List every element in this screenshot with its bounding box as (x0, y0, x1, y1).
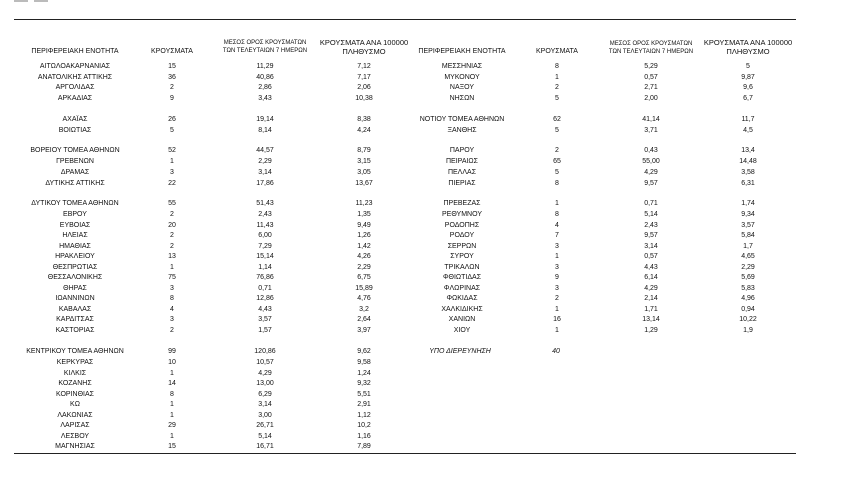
cases-cell: 3 (555, 263, 559, 271)
per-100k-cell: 5,84 (741, 232, 755, 239)
per-100k-cell: 2,64 (357, 316, 371, 323)
region-name-cell: ΕΥΒΟΙΑΣ (59, 221, 91, 229)
table-row (0, 73, 843, 84)
per-100k-cell: 13,4 (741, 147, 755, 154)
cases-cell: 1 (170, 158, 174, 165)
region-name-cell: ΦΛΩΡΙΝΑΣ (443, 284, 481, 292)
per-100k-cell: 11,23 (355, 200, 373, 207)
region-name-cell: ΚΟΡΙΝΘΙΑΣ (56, 390, 94, 398)
avg-7day-cell: 7,29 (258, 242, 272, 250)
per-100k-cell: 9,34 (741, 211, 755, 218)
region-name-cell: ΗΜΑΘΙΑΣ (59, 242, 91, 250)
per-100k-cell: 2,29 (357, 263, 371, 271)
per-100k-cell: 4,26 (357, 253, 371, 260)
cases-cell: 9 (170, 95, 174, 102)
region-name-cell: ΧΑΛΚΙΔΙΚΗΣ (441, 305, 483, 313)
per-100k-cell: 2,06 (357, 84, 371, 91)
region-name-cell: ΒΟΙΩΤΙΑΣ (58, 127, 92, 134)
cases-cell: 1 (170, 401, 174, 408)
avg-7day-cell: 0,57 (644, 73, 658, 81)
avg-7day-cell: 6,29 (258, 390, 272, 398)
table-row (0, 263, 843, 274)
region-name-cell: ΠΕΛΛΑΣ (447, 168, 477, 176)
avg-7day-cell: 13,14 (642, 316, 660, 323)
cases-cell: 5 (170, 127, 174, 134)
avg-7day-cell: 6,14 (644, 274, 658, 281)
table-row (0, 179, 843, 190)
right-header-per100k-line2: ΠΛΗΘΥΣΜΟ (726, 46, 770, 56)
table-row (0, 83, 843, 94)
table-row (0, 294, 843, 305)
region-name-cell: ΙΩΑΝΝΙΝΩΝ (55, 295, 95, 302)
region-name-cell: ΚΕΝΤΡΙΚΟΥ ΤΟΜΕΑ ΑΘΗΝΩΝ (26, 348, 124, 355)
avg-7day-cell: 3,57 (258, 316, 272, 323)
table-row (0, 210, 843, 221)
per-100k-cell: 7,89 (357, 443, 371, 450)
table-row (0, 315, 843, 326)
avg-7day-cell: 2,43 (644, 221, 658, 229)
per-100k-cell: 3,57 (741, 221, 755, 229)
per-100k-cell: 4,24 (357, 127, 371, 134)
region-name-cell: ΑΝΑΤΟΛΙΚΗΣ ΑΤΤΙΚΗΣ (37, 73, 113, 81)
per-100k-cell: 5,83 (741, 284, 755, 292)
cases-cell: 1 (555, 253, 559, 260)
per-100k-cell: 5 (746, 63, 750, 70)
region-name-cell: ΚΑΣΤΟΡΙΑΣ (55, 326, 95, 334)
cases-cell: 99 (168, 348, 176, 355)
left-header-per100k-line2: ΠΛΗΘΥΣΜΟ (342, 46, 386, 56)
per-100k-cell: 5,51 (357, 390, 371, 398)
cases-cell: 3 (170, 316, 174, 323)
region-name-cell: ΚΕΡΚΥΡΑΣ (56, 359, 94, 366)
region-name-cell: ΘΕΣΠΡΩΤΙΑΣ (52, 263, 98, 271)
region-name-cell: ΣΕΡΡΩΝ (447, 242, 477, 250)
cases-cell: 5 (555, 95, 559, 102)
cases-cell: 2 (555, 84, 559, 91)
table-row (0, 369, 843, 380)
avg-7day-cell: 44,57 (256, 147, 274, 154)
bottom-rule (14, 453, 796, 454)
avg-7day-cell: 9,57 (644, 232, 658, 239)
per-100k-cell: 9,49 (357, 221, 371, 229)
cases-cell: 3 (555, 284, 559, 292)
cases-cell: 75 (168, 274, 176, 281)
table-row (0, 432, 843, 443)
region-name-cell: ΔΥΤΙΚΟΥ ΤΟΜΕΑ ΑΘΗΝΩΝ (31, 200, 119, 207)
per-100k-cell: 3,2 (359, 305, 369, 313)
left-header-cases: ΚΡΟΥΣΜΑΤΑ (151, 48, 193, 55)
region-name-cell: ΚΟΖΑΝΗΣ (58, 380, 92, 387)
avg-7day-cell: 1,29 (644, 326, 658, 334)
avg-7day-cell: 1,14 (258, 263, 272, 271)
region-name-cell: ΘΕΣΣΑΛΟΝΙΚΗΣ (47, 274, 103, 281)
avg-7day-cell: 0,71 (258, 284, 272, 292)
avg-7day-cell: 120,86 (254, 348, 276, 355)
avg-7day-cell: 4,29 (258, 369, 272, 377)
table-row (0, 168, 843, 179)
table-row (0, 400, 843, 411)
region-name-cell: ΛΑΚΩΝΙΑΣ (57, 411, 93, 419)
avg-7day-cell: 1,57 (258, 326, 272, 334)
table-row (0, 390, 843, 401)
avg-7day-cell: 40,86 (256, 73, 274, 81)
per-100k-cell: 7,17 (357, 73, 371, 81)
region-name-cell: ΔΥΤΙΚΗΣ ΑΤΤΙΚΗΣ (45, 179, 105, 187)
region-name-cell: ΕΒΡΟΥ (63, 211, 87, 218)
cases-cell: 52 (168, 147, 176, 154)
table-row (0, 221, 843, 232)
avg-7day-cell: 2,29 (258, 158, 272, 165)
cases-cell: 1 (170, 263, 174, 271)
region-name-cell: ΑΙΤΩΛΟΑΚΑΡΝΑΝΙΑΣ (39, 63, 111, 70)
per-100k-cell: 8,79 (357, 147, 371, 154)
region-name-cell: ΠΡΕΒΕΖΑΣ (443, 200, 481, 207)
avg-7day-cell: 2,00 (644, 95, 658, 102)
per-100k-cell: 8,38 (357, 116, 371, 123)
region-name-cell: ΚΩ (70, 401, 80, 408)
region-name-cell: ΑΡΚΑΔΙΑΣ (57, 95, 93, 102)
region-name-cell: ΔΡΑΜΑΣ (60, 168, 90, 176)
cases-cell: 65 (553, 158, 561, 165)
region-name-cell: ΜΑΓΝΗΣΙΑΣ (55, 443, 95, 450)
cases-cell: 26 (168, 116, 176, 123)
cases-cell: 1 (555, 305, 559, 313)
table-row (0, 358, 843, 369)
region-name-cell: ΘΗΡΑΣ (63, 284, 87, 292)
per-100k-cell: 1,26 (357, 232, 371, 239)
cases-cell: 3 (170, 168, 174, 176)
region-name-cell: ΓΡΕΒΕΝΩΝ (56, 158, 94, 165)
avg-7day-cell: 0,57 (644, 253, 658, 260)
cases-cell: 8 (555, 63, 559, 70)
per-100k-cell: 7,12 (357, 63, 371, 70)
region-name-cell: ΞΑΝΘΗΣ (447, 127, 477, 134)
cases-cell: 15 (168, 63, 176, 70)
table-row (0, 326, 843, 337)
per-100k-cell: 10,2 (357, 422, 371, 429)
table-row (0, 305, 843, 316)
avg-7day-cell: 4,29 (644, 284, 658, 292)
per-100k-cell: 13,67 (355, 179, 373, 187)
avg-7day-cell: 16,71 (256, 443, 274, 450)
table-row (0, 284, 843, 295)
cases-cell: 29 (168, 422, 176, 429)
region-name-cell: ΗΡΑΚΛΕΙΟΥ (55, 253, 95, 260)
table-row (0, 115, 843, 126)
cases-cell: 13 (168, 253, 176, 260)
cases-cell: 2 (555, 147, 559, 154)
per-100k-cell: 3,05 (357, 168, 371, 176)
avg-7day-cell: 11,29 (256, 63, 274, 70)
region-name-cell: ΡΟΔΟΠΗΣ (444, 221, 480, 229)
avg-7day-cell: 5,14 (644, 211, 658, 218)
cases-cell: 36 (168, 73, 176, 81)
table-row (0, 411, 843, 422)
avg-7day-cell: 55,00 (642, 158, 660, 165)
cases-cell: 4 (555, 221, 559, 229)
per-100k-cell: 1,24 (357, 369, 371, 377)
per-100k-cell: 3,97 (357, 326, 371, 334)
avg-7day-cell: 4,43 (644, 263, 658, 271)
per-100k-cell: 10,22 (739, 316, 757, 323)
per-100k-cell: 14,48 (739, 158, 757, 165)
left-header-per100k-line1: ΚΡΟΥΣΜΑΤΑ ΑΝΑ 100000 (319, 38, 409, 47)
region-name-cell: ΧΙΟΥ (453, 326, 471, 334)
avg-7day-cell: 3,43 (258, 95, 272, 102)
table-row (0, 242, 843, 253)
cases-cell: 20 (168, 221, 176, 229)
cases-cell: 5 (555, 127, 559, 134)
avg-7day-cell: 3,14 (258, 401, 272, 408)
region-name-cell: ΛΕΣΒΟΥ (60, 432, 90, 440)
region-name-cell: ΠΕΙΡΑΙΩΣ (446, 158, 478, 165)
avg-7day-cell: 3,00 (258, 411, 272, 419)
region-name-cell: ΧΑΝΙΩΝ (448, 316, 476, 323)
per-100k-cell: 4,76 (357, 295, 371, 302)
per-100k-cell: 5,69 (741, 274, 755, 281)
per-100k-cell: 4,65 (741, 253, 755, 260)
cases-cell: 2 (170, 326, 174, 334)
per-100k-cell: 3,58 (741, 168, 755, 176)
avg-7day-cell: 4,43 (258, 305, 272, 313)
region-name-cell: ΝΟΤΙΟΥ ΤΟΜΕΑ ΑΘΗΝΩΝ (419, 116, 505, 123)
cases-cell: 1 (170, 411, 174, 419)
avg-7day-cell: 0,71 (644, 200, 658, 207)
avg-7day-cell: 9,57 (644, 179, 658, 187)
per-100k-cell: 3,15 (357, 158, 371, 165)
cases-cell: 2 (555, 295, 559, 302)
per-100k-cell: 1,42 (357, 242, 371, 250)
cases-cell: 1 (555, 200, 559, 207)
per-100k-cell: 11,7 (741, 116, 755, 123)
avg-7day-cell: 17,86 (256, 179, 274, 187)
region-name-cell: ΒΟΡΕΙΟΥ ΤΟΜΕΑ ΑΘΗΝΩΝ (30, 147, 120, 154)
top-rule (14, 19, 796, 20)
region-name-cell: ΦΩΚΙΔΑΣ (446, 295, 478, 302)
cases-cell: 3 (555, 242, 559, 250)
right-header-avg-line1: ΜΕΣΟΣ ΟΡΟΣ ΚΡΟΥΣΜΑΤΩΝ (609, 41, 693, 47)
cases-cell: 4 (170, 305, 174, 313)
avg-7day-cell: 26,71 (256, 422, 274, 429)
per-100k-cell: 0,94 (741, 305, 755, 313)
per-100k-cell: 4,5 (743, 127, 753, 134)
table-row (0, 94, 843, 105)
cases-cell: 2 (170, 242, 174, 250)
per-100k-cell: 6,31 (741, 179, 755, 187)
avg-7day-cell: 4,29 (644, 168, 658, 176)
region-name-cell: ΡΕΘΥΜΝΟΥ (441, 211, 482, 218)
per-100k-cell: 15,89 (355, 284, 373, 292)
table-row (0, 146, 843, 157)
per-100k-cell: 9,58 (357, 359, 371, 366)
avg-7day-cell: 0,43 (644, 147, 658, 154)
region-name-cell: ΠΑΡΟΥ (449, 147, 475, 154)
region-name-cell: ΚΑΡΔΙΤΣΑΣ (56, 316, 94, 323)
avg-7day-cell: 13,00 (256, 380, 274, 387)
avg-7day-cell: 8,14 (258, 127, 272, 134)
cases-cell: 40 (552, 348, 560, 355)
cases-cell: 10 (168, 359, 176, 366)
right-header-region: ΠΕΡΙΦΕΡΕΙΑΚΗ ΕΝΟΤΗΤΑ (418, 48, 506, 55)
cases-cell: 8 (170, 295, 174, 302)
left-header-avg-line1: ΜΕΣΟΣ ΟΡΟΣ ΚΡΟΥΣΜΑΤΩΝ (223, 40, 307, 46)
region-name-cell: ΑΡΓΟΛΙΔΑΣ (55, 84, 95, 91)
table-row (0, 421, 843, 432)
per-100k-cell: 2,91 (357, 401, 371, 408)
table-row (0, 62, 843, 73)
cases-cell: 16 (553, 316, 561, 323)
cases-cell: 14 (168, 380, 176, 387)
cases-cell: 2 (170, 84, 174, 91)
per-100k-cell: 6,7 (743, 95, 753, 102)
cases-cell: 9 (555, 274, 559, 281)
avg-7day-cell: 6,00 (258, 232, 272, 239)
cases-cell: 7 (555, 232, 559, 239)
avg-7day-cell: 11,43 (256, 221, 274, 229)
region-name-cell: ΚΑΒΑΛΑΣ (58, 305, 92, 313)
region-name-cell: ΝΗΣΩΝ (449, 95, 475, 102)
avg-7day-cell: 5,14 (258, 432, 272, 440)
table-row (0, 273, 843, 284)
left-header-region: ΠΕΡΙΦΕΡΕΙΑΚΗ ΕΝΟΤΗΤΑ (31, 48, 119, 55)
per-100k-cell: 9,32 (357, 380, 371, 387)
per-100k-cell: 9,87 (741, 73, 755, 81)
region-name-cell: ΡΟΔΟΥ (449, 232, 475, 239)
table-row (0, 442, 843, 453)
region-name-cell: ΗΛΕΙΑΣ (62, 232, 88, 239)
table-row (0, 231, 843, 242)
region-name-cell: ΑΧΑΪΑΣ (62, 116, 88, 123)
table-row (0, 379, 843, 390)
per-100k-cell: 9,6 (743, 84, 753, 91)
avg-7day-cell: 2,43 (258, 211, 272, 218)
region-name-cell: ΥΠΟ ΔΙΕΡΕΥΝΗΣΗ (429, 348, 491, 355)
cases-cell: 62 (553, 116, 561, 123)
avg-7day-cell: 3,14 (644, 242, 658, 250)
cases-cell: 1 (170, 369, 174, 377)
right-header-cases: ΚΡΟΥΣΜΑΤΑ (536, 48, 578, 55)
per-100k-cell: 9,62 (357, 348, 371, 355)
cases-cell: 5 (555, 168, 559, 176)
region-name-cell: ΚΙΛΚΙΣ (63, 369, 87, 377)
cases-cell: 1 (555, 73, 559, 81)
cases-cell: 3 (170, 284, 174, 292)
right-header-avg-line2: ΤΩΝ ΤΕΛΕΥΤΑΙΩΝ 7 ΗΜΕΡΩΝ (608, 48, 694, 55)
region-name-cell: ΜΥΚΟΝΟΥ (444, 73, 480, 81)
cases-cell: 55 (168, 200, 176, 207)
avg-7day-cell: 12,86 (256, 295, 274, 302)
region-name-cell: ΝΑΞΟΥ (449, 84, 475, 91)
avg-7day-cell: 5,29 (644, 63, 658, 70)
avg-7day-cell: 1,71 (644, 305, 658, 313)
region-name-cell: ΛΑΡΙΣΑΣ (60, 422, 90, 429)
per-100k-cell: 1,9 (743, 326, 753, 334)
cases-cell: 8 (555, 179, 559, 187)
per-100k-cell: 1,74 (741, 200, 755, 207)
region-name-cell: ΦΘΙΩΤΙΔΑΣ (442, 274, 482, 281)
cases-cell: 15 (168, 443, 176, 450)
per-100k-cell: 1,12 (357, 411, 371, 419)
table-row (0, 347, 843, 358)
per-100k-cell: 1,35 (357, 211, 371, 218)
left-header-avg-line2: ΤΩΝ ΤΕΛΕΥΤΑΙΩΝ 7 ΗΜΕΡΩΝ (222, 47, 308, 54)
per-100k-cell: 6,75 (357, 274, 371, 281)
table-row (0, 252, 843, 263)
region-name-cell: ΤΡΙΚΑΛΩΝ (444, 263, 480, 271)
table-row (0, 199, 843, 210)
cases-cell: 2 (170, 232, 174, 239)
per-100k-cell: 4,96 (741, 295, 755, 302)
avg-7day-cell: 3,14 (258, 168, 272, 176)
cases-cell: 2 (170, 211, 174, 218)
avg-7day-cell: 3,71 (644, 127, 658, 134)
region-name-cell: ΣΥΡΟΥ (450, 253, 474, 260)
avg-7day-cell: 2,71 (644, 84, 658, 91)
avg-7day-cell: 15,14 (256, 253, 274, 260)
per-100k-cell: 2,29 (741, 263, 755, 271)
avg-7day-cell: 2,86 (258, 84, 272, 91)
region-name-cell: ΜΕΣΣΗΝΙΑΣ (441, 63, 483, 70)
cases-cell: 8 (170, 390, 174, 398)
cases-cell: 1 (170, 432, 174, 440)
per-100k-cell: 10,38 (355, 95, 373, 102)
right-header-per100k-line1: ΚΡΟΥΣΜΑΤΑ ΑΝΑ 100000 (703, 38, 793, 47)
cases-cell: 22 (168, 179, 176, 187)
avg-7day-cell: 10,57 (256, 359, 274, 366)
avg-7day-cell: 19,14 (256, 116, 274, 123)
table-row (0, 126, 843, 137)
cases-cell: 8 (555, 211, 559, 218)
per-100k-cell: 1,16 (357, 432, 371, 440)
avg-7day-cell: 51,43 (256, 200, 274, 207)
avg-7day-cell: 41,14 (642, 116, 660, 123)
per-100k-cell: 1,7 (743, 242, 753, 250)
table-row (0, 157, 843, 168)
avg-7day-cell: 2,14 (644, 295, 658, 302)
avg-7day-cell: 76,86 (256, 274, 274, 281)
cases-cell: 1 (555, 326, 559, 334)
region-name-cell: ΠΙΕΡΙΑΣ (448, 179, 476, 187)
top-edge-fragment (14, 0, 54, 3)
